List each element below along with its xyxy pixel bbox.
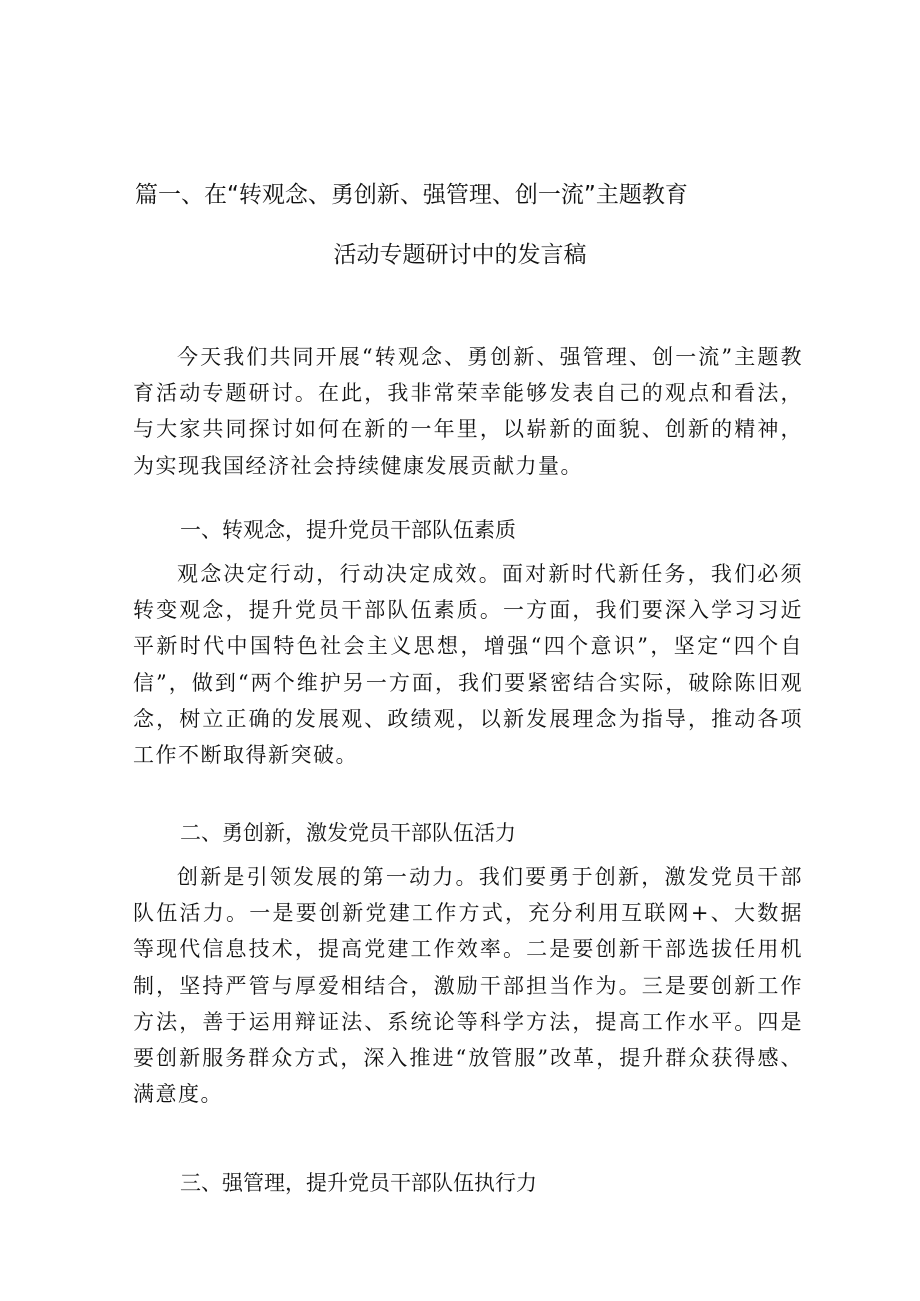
intro-paragraph: 今天我们共同开展“转观念、勇创新、强管理、创一流”主题教育活动专题研讨。在此，我非常荣幸能够发表自己的观点和看法，与大家共同探讨如何在新的一年里，以崭新的面貌、创新的精神，为实现我国经济社会持续健康发展贡献力量。 bbox=[133, 345, 803, 478]
section-2-heading: 二、勇创新，激发党员干部队伍活力 bbox=[180, 821, 516, 845]
section-1-heading: 一、转观念，提升党员干部队伍素质 bbox=[180, 518, 516, 542]
section-3-heading: 三、强管理，提升党员干部队伍执行力 bbox=[180, 1171, 537, 1195]
section-2-paragraph: 创新是引领发展的第一动力。我们要勇于创新，激发党员干部队伍活力。一是要创新党建工作方式，充分利用互联网+、大数据等现代信息技术，提高党建工作效率。二是要创新干部选拔任用机制，坚持严管与厚爱相结合，激励干部担当作为。三是要创新工作方法，善于运用辩证法、系统论等科学方法，提高工作水平。四是要创新服务群众方式，深入推进“放管服”改革，提升群众获得感、满意度。 bbox=[133, 865, 803, 1107]
document-title-line-2: 活动专题研讨中的发言稿 bbox=[333, 242, 587, 268]
section-1-paragraph: 观念决定行动，行动决定成效。面对新时代新任务，我们必须转变观念，提升党员干部队伍素质。一方面，我们要深入学习习近平新时代中国特色社会主义思想，增强“四个意识”，坚定“四个自信”，做到“两个维护另一方面，我们要紧密结合实际，破除陈旧观念，树立正确的发展观、政绩观，以新发展理念为指导，推动各项工作不断取得新突破。 bbox=[133, 562, 803, 768]
document-title-line-1: 篇一、在“转观念、勇创新、强管理、创一流”主题教育 bbox=[135, 182, 688, 208]
